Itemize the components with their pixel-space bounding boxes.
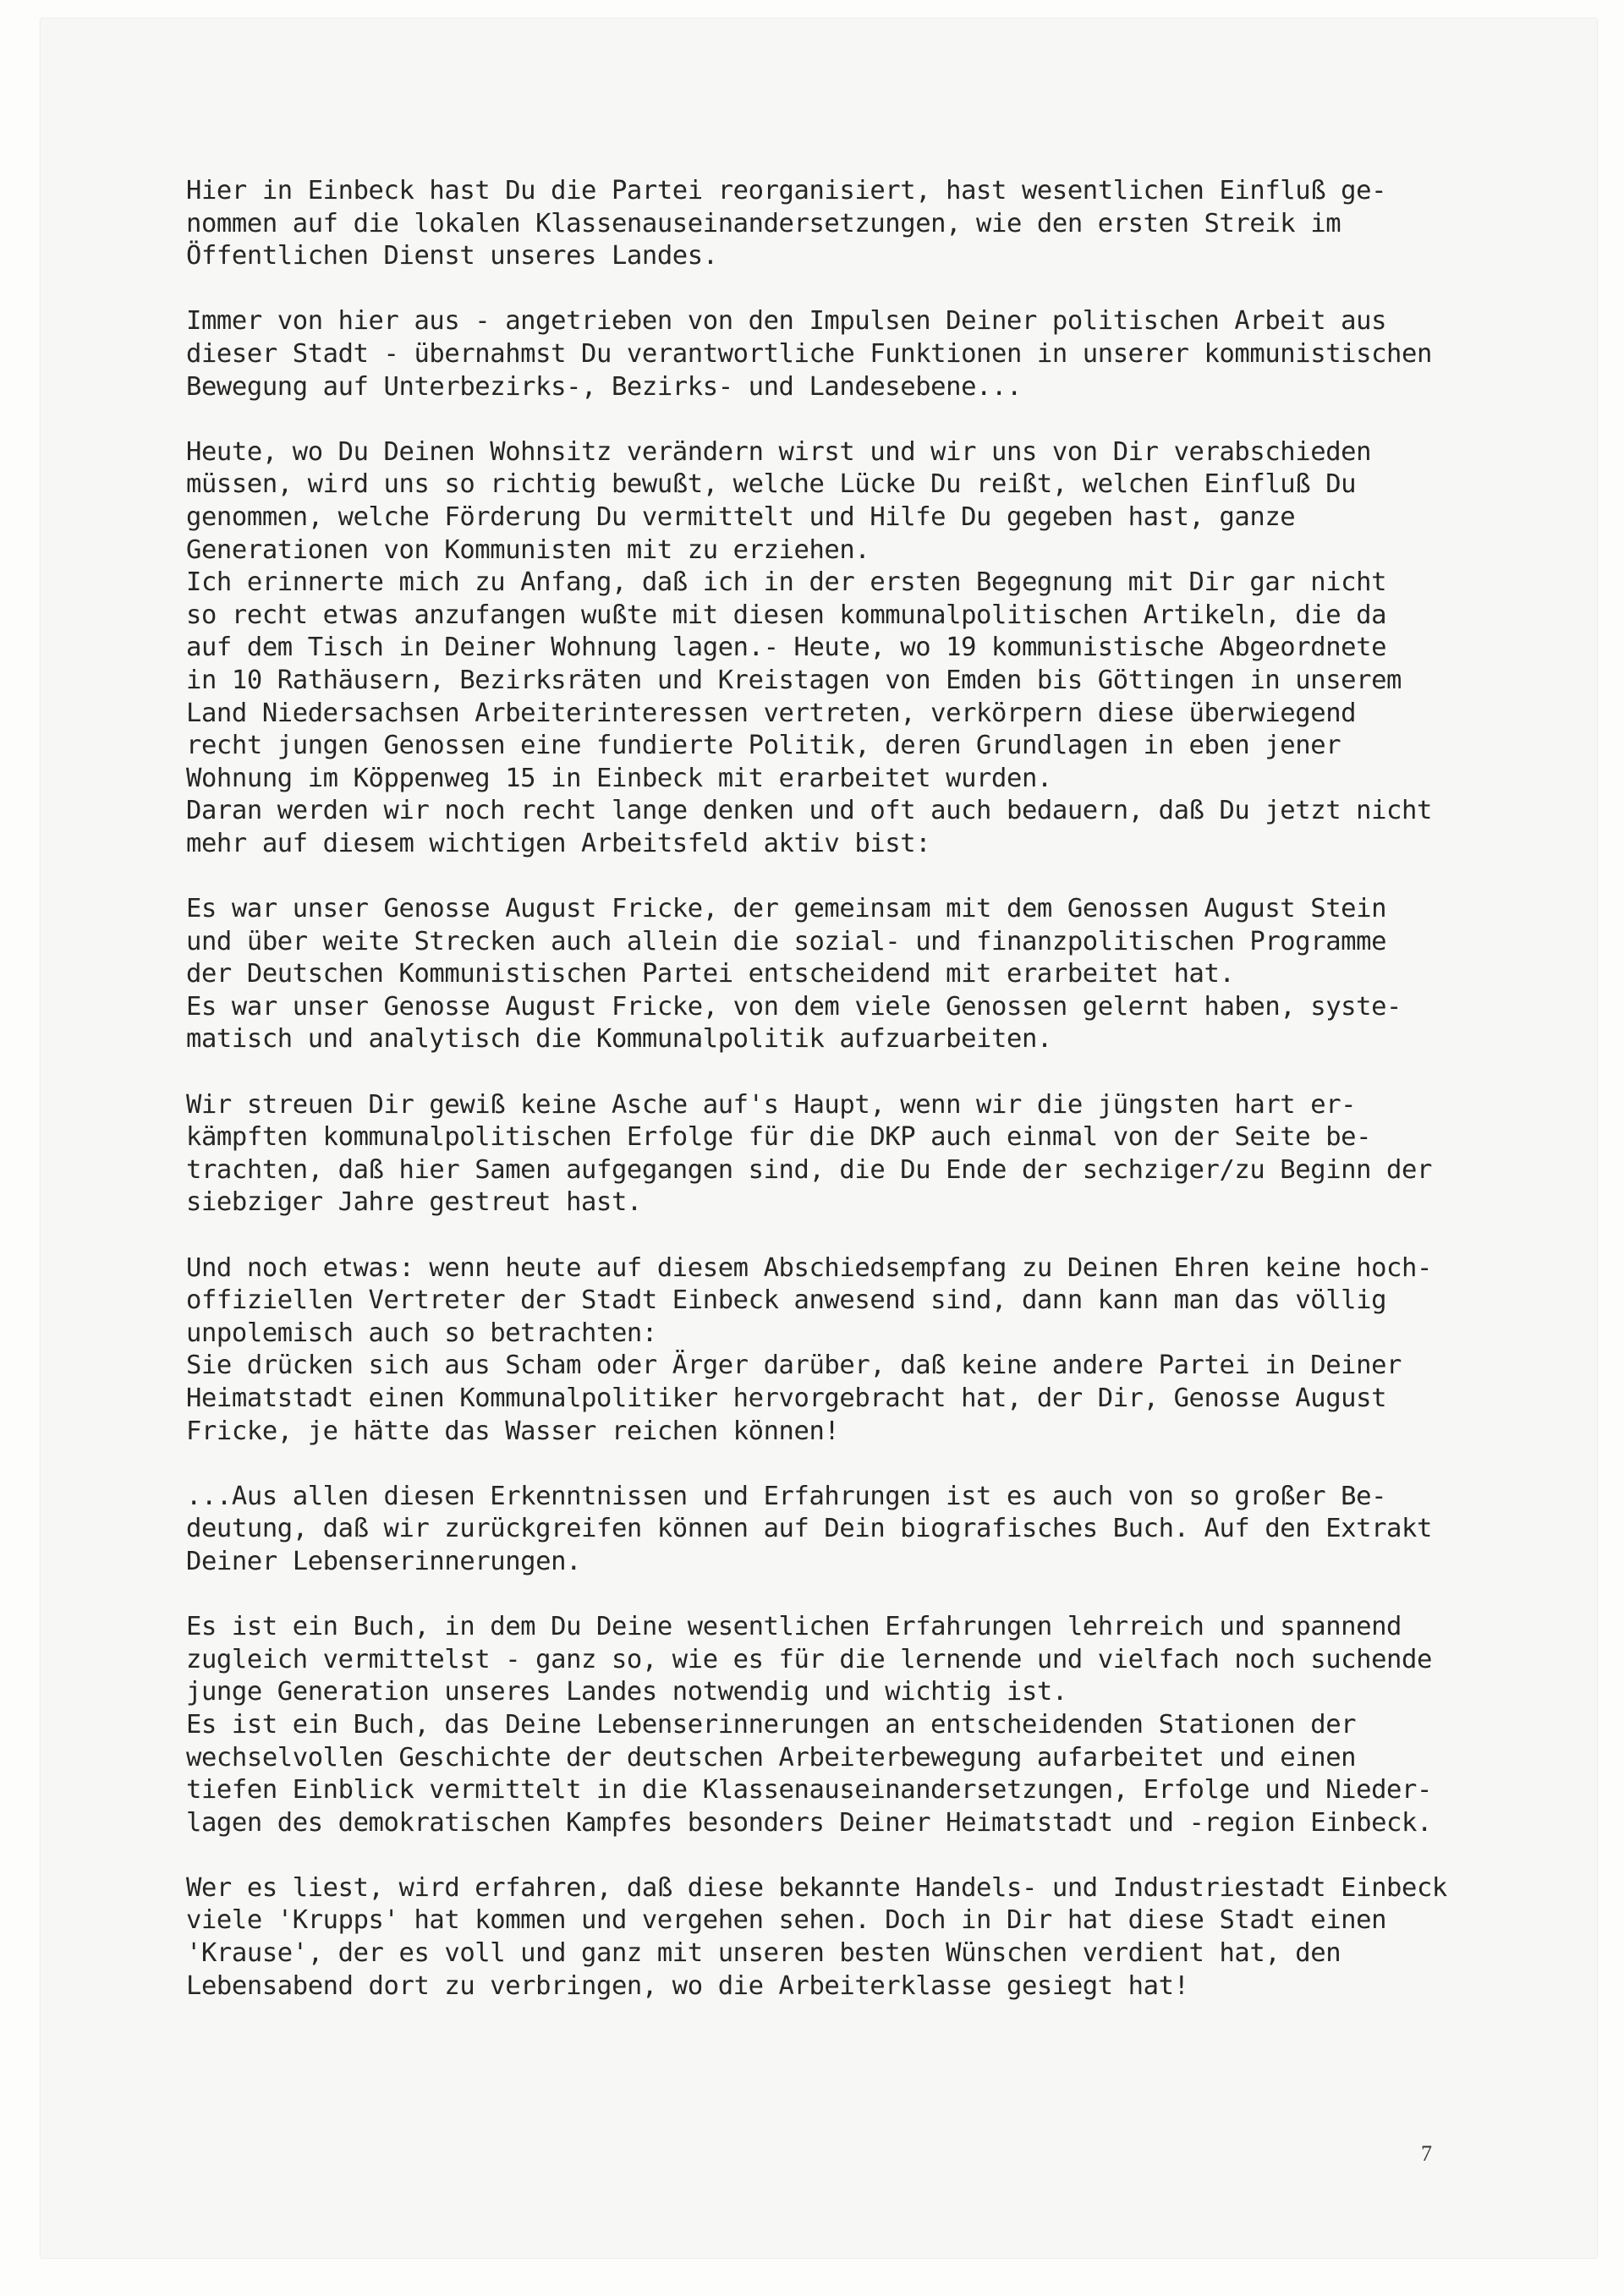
paragraph [186,1481,1556,1579]
text-line: und über weite Strecken auch allein die sozial- und finanzpolitischen Programme [186,926,1387,956]
text-line: Öffentlichen Dienst unseres Landes. [186,241,718,271]
text-line: dieser Stadt - übernahmst Du verantwortliche Funktionen in unserer kommunistischen [186,338,1432,369]
paragraph [186,795,1556,860]
text-line: siebziger Jahre gestreut hast. [186,1187,642,1218]
text-line: ...Aus allen diesen Erkenntnissen und Erfahrungen ist es auch von so großer Be- [186,1481,1387,1511]
text-line: müssen, wird uns so richtig bewußt, welche Lücke Du reißt, welchen Einfluß Du [186,469,1357,500]
text-line: recht jungen Genossen eine fundierte Politik, deren Grundlagen in eben jener [186,731,1341,761]
text-line: deutung, daß wir zurückgreifen können auf Dein biografisches Buch. Auf den Extrakt [186,1514,1432,1544]
paragraph [186,436,1556,567]
text-line: Heimatstadt einen Kommunalpolitiker hervorgebracht hat, der Dir, Genosse August [186,1383,1387,1413]
text-line: wechselvollen Geschichte der deutschen Arbeiterbewegung aufarbeitet und einen [186,1742,1357,1773]
text-line: nommen auf die lokalen Klassenauseinandersetzungen, wie den ersten Streik im [186,208,1341,238]
text-line: Land Niedersachsen Arbeiterinteressen vertreten, verkörpern diese überwiegend [186,698,1357,728]
paragraph [186,567,1556,795]
text-line: so recht etwas anzufangen wußte mit diesen kommunalpolitischen Artikeln, die da [186,600,1387,630]
text-line: Es war unser Genosse August Fricke, der gemeinsam mit dem Genossen August Stein [186,894,1387,924]
document-body [186,175,1556,2036]
text-line: viele 'Krupps' hat kommen und vergehen sehen. Doch in Dir hat diese Stadt einen [186,1905,1387,1936]
text-line: matisch und analytisch die Kommunalpolitik aufzuarbeiten. [186,1024,1052,1055]
text-line: lagen des demokratischen Kampfes besonders Deiner Heimatstadt und -region Einbeck. [186,1807,1432,1838]
text-line: Immer von hier aus - angetrieben von den Impulsen Deiner politischen Arbeit aus [186,306,1387,337]
text-line: offiziellen Vertreter der Stadt Einbeck anwesend sind, dann kann man das völlig [186,1285,1387,1316]
page-number: 7 [1421,2141,1432,2166]
text-line: auf dem Tisch in Deiner Wohnung lagen.- Heute, wo 19 kommunistische Abgeordnete [186,633,1387,663]
text-line: trachten, daß hier Samen aufgegangen sind, die Du Ende der sechziger/zu Beginn der [186,1154,1432,1185]
text-line: Daran werden wir noch recht lange denken und oft auch bedauern, daß Du jetzt nicht [186,796,1432,826]
paragraph [186,1709,1556,1839]
text-line: Deiner Lebenserinnerungen. [186,1546,582,1576]
text-line: der Deutschen Kommunistischen Partei entscheidend mit erarbeitet hat. [186,959,1235,989]
text-line: unpolemisch auch so betrachten: [186,1318,657,1348]
paragraph [186,1350,1556,1448]
text-line: Bewegung auf Unterbezirks-, Bezirks- und Landesebene... [186,371,1022,402]
paragraph [186,1872,1556,2003]
text-line: Fricke, je hätte das Wasser reichen können! [186,1416,840,1446]
text-line: Lebensabend dort zu verbringen, wo die Arbeiterklasse gesiegt hat! [186,1970,1189,2001]
text-line: in 10 Rathäusern, Bezirksräten und Kreistagen von Emden bis Göttingen in unserem [186,665,1402,695]
paragraph [186,991,1556,1056]
text-line: tiefen Einblick vermittelt in die Klassenauseinandersetzungen, Erfolge und Nieder- [186,1775,1432,1806]
text-line: genommen, welche Förderung Du vermittelt und Hilfe Du gegeben hast, ganze [186,501,1296,532]
paragraph [186,1611,1556,1709]
text-line: Generationen von Kommunisten mit zu erziehen. [186,534,870,565]
text-line: Hier in Einbeck hast Du die Partei reorganisiert, hast wesentlichen Einfluß ge- [186,176,1387,205]
paragraph [186,175,1556,273]
text-line: zugleich vermittelst - ganz so, wie es für die lernende und vielfach noch suchende [186,1644,1432,1674]
document-page [41,19,1597,2258]
paragraph [186,893,1556,991]
text-line: Ich erinnerte mich zu Anfang, daß ich in der ersten Begegnung mit Dir gar nicht [186,567,1387,598]
text-line: Es ist ein Buch, in dem Du Deine wesentlichen Erfahrungen lehrreich und spannend [186,1612,1402,1642]
text-line: mehr auf diesem wichtigen Arbeitsfeld aktiv bist: [186,828,931,858]
text-line: junge Generation unseres Landes notwendig und wichtig ist. [186,1677,1067,1707]
text-line: Heute, wo Du Deinen Wohnsitz verändern wirst und wir uns von Dir verabschieden [186,436,1372,467]
text-line: 'Krause', der es voll und ganz mit unseren besten Wünschen verdient hat, den [186,1938,1341,1969]
text-line: Sie drücken sich aus Scham oder Ärger darüber, daß keine andere Partei in Deiner [186,1351,1402,1381]
text-line: Und noch etwas: wenn heute auf diesem Abschiedsempfang zu Deinen Ehren keine hoch- [186,1252,1432,1283]
paragraph [186,1089,1556,1219]
text-line: kämpften kommunalpolitischen Erfolge für die DKP auch einmal von der Seite be- [186,1122,1372,1153]
text-line: Wohnung im Köppenweg 15 in Einbeck mit erarbeitet wurden. [186,763,1052,793]
paragraph [186,1252,1556,1351]
paragraph [186,305,1556,403]
text-line: Es ist ein Buch, das Deine Lebenserinnerungen an entscheidenden Stationen der [186,1709,1357,1740]
text-line: Wer es liest, wird erfahren, daß diese bekannte Handels- und Industriestadt Einbeck [186,1872,1447,1903]
text-line: Wir streuen Dir gewiß keine Asche auf's Haupt, wenn wir die jüngsten hart er- [186,1089,1357,1120]
text-line: Es war unser Genosse August Fricke, von dem viele Genossen gelernt haben, syste- [186,991,1402,1022]
